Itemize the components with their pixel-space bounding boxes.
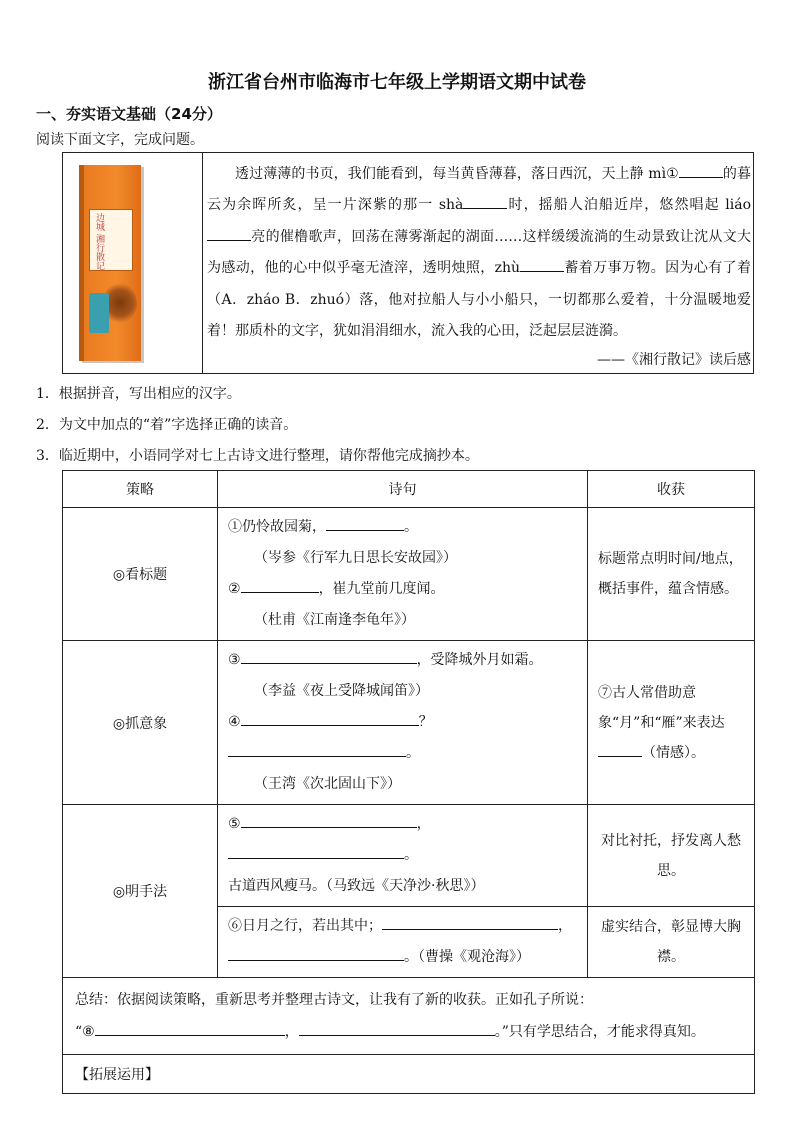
strategy-method: ◎明手法 [63,805,218,978]
blank-3[interactable] [241,649,417,664]
passage-text [203,153,755,373]
poem-cell-title: ①仍怜故园菊， 。 （岑参《行军九日思长安故园》） ② ，崔九堂前几度闻。 （杜甫《江南逢李龟年》） [218,508,588,641]
strategy-image: ◎抓意象 [63,641,218,805]
blank-5a[interactable] [241,813,417,828]
summary-cell: 总结：依据阅读策略，重新思考并整理古诗文，让我有了新的收获。正如孔子所说： “⑧ ， 。”只有学思结合，才能求得真知。 [63,978,755,1055]
poem-source: （王湾《次北固山下》） [254,776,401,792]
book-cover-image [79,165,141,361]
question-2: 2．为文中加点的“着”字选择正确的读音。 [36,417,298,433]
table-row [63,805,755,907]
blank-liao[interactable] [207,226,251,241]
header-poem: 诗句 [218,471,588,508]
table-row [63,978,755,1055]
blank-6b[interactable] [228,946,404,961]
blank-8b[interactable] [299,1021,495,1036]
table-header-row [63,471,755,508]
gain-image: ⑦古人常借助意象“月”和“雁”来表达（情感）。 [588,641,755,805]
book-spine [79,165,84,361]
book-cover-cell [63,153,203,373]
poem-source: （杜甫《江南逢李龟年》） [254,612,415,628]
excerpt-table [62,470,755,1094]
blank-zhu[interactable] [520,257,564,272]
table-row [63,641,755,805]
blank-mi[interactable] [679,163,723,178]
question-1: 1．根据拼音，写出相应的汉字。 [36,386,241,402]
section-heading: 一、夯实语文基础（24分） [36,105,222,123]
blank-2[interactable] [241,578,319,593]
gain-method-1: 对比衬托，抒发离人愁思。 [588,805,755,907]
page-title: 浙江省台州市临海市七年级上学期语文期中试卷 [208,72,586,93]
gain-title: 标题常点明时间/地点，概括事件，蕴含情感。 [588,508,755,641]
header-gain: 收获 [588,471,755,508]
poem-line: 古道西风瘦马。（马致远《天净沙·秋思》） [228,878,485,894]
blank-6a[interactable] [382,915,558,930]
question-3: 3．临近期中，小语同学对七上古诗文进行整理，请你帮他完成摘抄本。 [36,448,479,464]
poem-cell-method-5: ⑤ ， 。 古道西风瘦马。（马致远《天净沙·秋思》） [218,805,588,907]
gain-method-2: 虚实结合，彰显博大胸襟。 [588,907,755,978]
passage-paragraph: 透过薄薄的书页，我们能看到，每当黄昏薄暮，落日西沉，天上静 mì① 的暮云为余晖所炙，呈一片深紫的那一 shà 时，摇船人泊船近岸，悠然唱起 liáo亮的催橹歌声，回荡在薄雾渐起的湖面……这样缓缓流淌的生动景致让沈从文大为感动，他的心中似乎毫无渣滓，透明烛照，zhù 蓄着万事万物。因为心有了着（A．zháo B．zhuó）落，他对拉船人与小小船只，一切都那么爱着，十分温暖地爱着！那质朴的文字，犹如涓涓细水，流入我的心田，泛起层层涟漪。 [207,159,751,347]
blank-4a[interactable] [241,711,419,726]
poem-cell-method-6: ⑥日月之行，若出其中； ， 。（曹操《观沧海》） [218,907,588,978]
passage-attribution: ——《湘行散记》读后感 [597,352,751,368]
blank-8a[interactable] [95,1021,285,1036]
summary-text: 总结：依据阅读策略，重新思考并整理古诗文，让我有了新的收获。正如孔子所说： [75,992,593,1008]
passage-box [62,152,754,374]
strategy-title: ◎看标题 [63,508,218,641]
blank-5b[interactable] [228,844,404,859]
poem-cell-image: ③ ，受降城外月如霜。 （李益《夜上受降城闻笛》） ④ ？ 。 （王湾《次北固山下》） [218,641,588,805]
poem-source: （岑参《行军九日思长安故园》） [254,550,457,566]
blank-7[interactable] [598,742,642,757]
table-row [63,1055,755,1094]
poem-source: （李益《夜上受降城闻笛》） [254,683,429,699]
book-badge [89,293,109,333]
blank-1[interactable] [326,516,404,531]
book-title-text: 边城 湘行散记 [94,213,104,270]
header-strategy: 策略 [63,471,218,508]
reading-instruction: 阅读下面文字，完成问题。 [36,132,204,148]
table-row [63,508,755,641]
blank-sha[interactable] [463,194,507,209]
expand-heading: 【拓展运用】 [63,1055,755,1094]
blank-4b[interactable] [228,742,406,757]
